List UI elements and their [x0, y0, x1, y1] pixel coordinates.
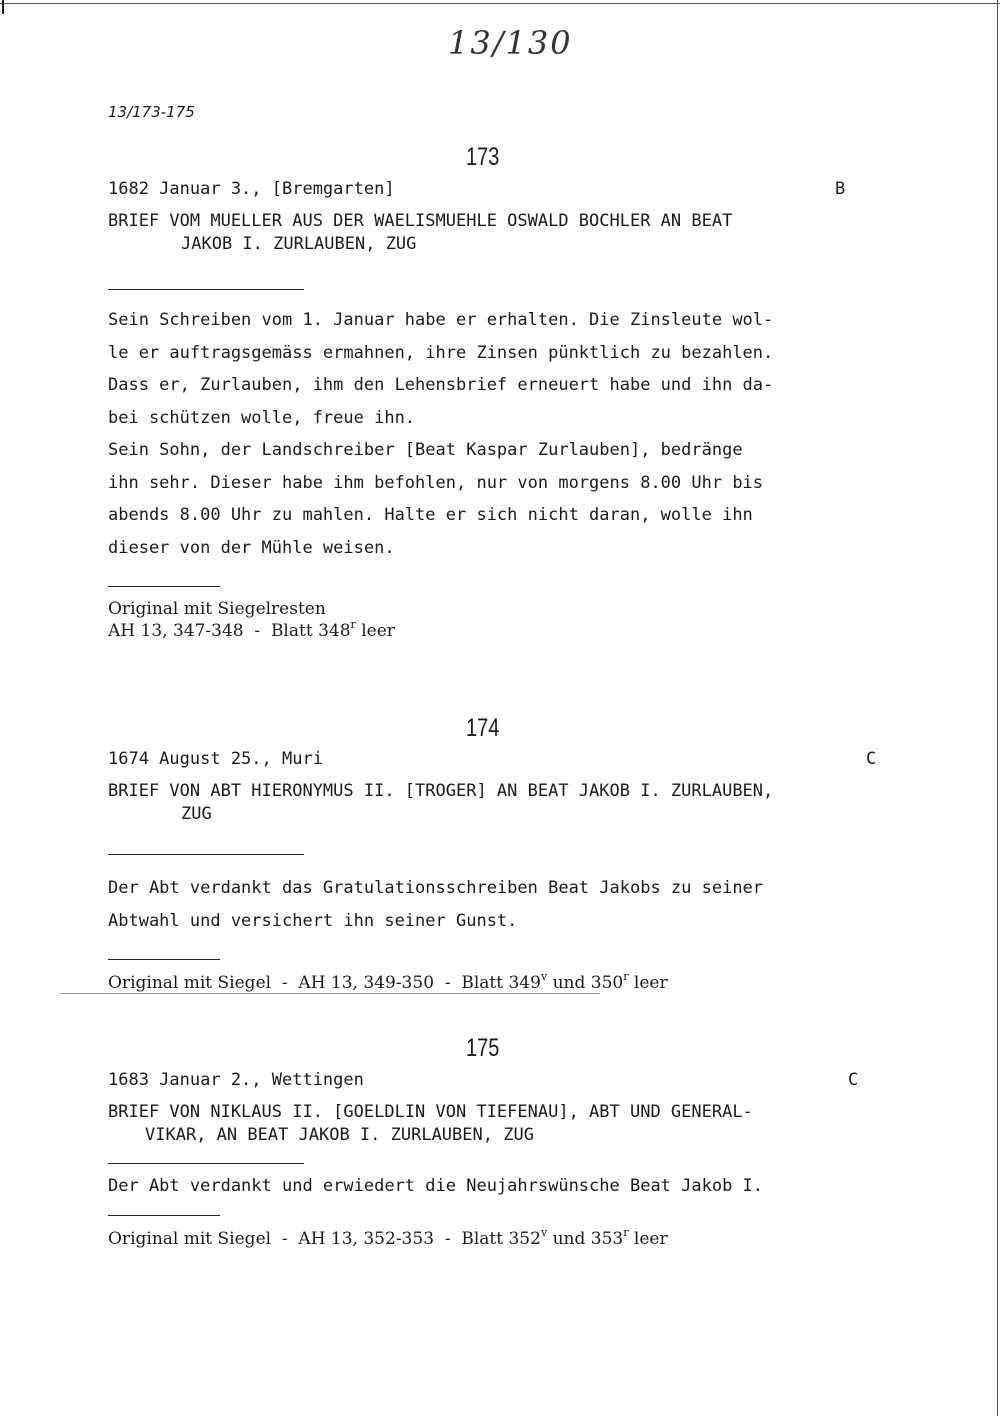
entry-number: 174	[466, 714, 500, 742]
entry-date: 1674 August 25., Muri	[108, 749, 323, 769]
entry-title-line-2: ZUG	[181, 804, 212, 824]
entry-title-line-1: BRIEF VON NIKLAUS II. [GOELDLIN VON TIEFENAU], ABT UND GENERAL-	[108, 1102, 753, 1122]
entry-title-line-1: BRIEF VOM MUELLER AUS DER WAELISMUEHLE OSWALD BOCHLER AN BEAT	[108, 211, 733, 231]
summary-line: dieser von der Mühle weisen.	[108, 537, 395, 558]
entry-title-line-1: BRIEF VON ABT HIERONYMUS II. [TROGER] AN BEAT JAKOB I. ZURLAUBEN,	[108, 781, 774, 801]
folio-side: r	[623, 970, 629, 983]
summary-line: Sein Sohn, der Landschreiber [Beat Kaspar Zurlauben], bedränge	[108, 440, 743, 460]
source-note	[108, 1228, 668, 1250]
divider	[108, 289, 304, 290]
summary-line: Der Abt verdankt und erwiedert die Neujahrswünsche Beat Jakob I.	[108, 1176, 764, 1196]
folio-side: r	[623, 1226, 629, 1239]
entry-date: 1682 Januar 3., [Bremgarten]	[108, 179, 395, 199]
page-reference: 13/173-175	[108, 103, 195, 121]
entry-number: 175	[466, 1034, 500, 1062]
summary-line: Abtwahl und versichert ihn seiner Gunst.	[108, 910, 518, 931]
entry-summary	[108, 304, 773, 564]
scan-corner-mark	[2, 0, 4, 14]
source-note	[108, 972, 668, 994]
source-note-text: leer	[355, 621, 395, 641]
scan-border-right	[997, 0, 998, 1416]
folio-side: v	[540, 1226, 548, 1239]
divider	[108, 586, 220, 587]
summary-line: le er auftragsgemäss ermahnen, ihre Zinsen pünktlich zu bezahlen.	[108, 342, 774, 363]
entry-category: C	[866, 749, 877, 769]
divider	[108, 959, 220, 960]
entry-summary	[108, 1170, 763, 1203]
divider	[108, 1163, 304, 1164]
entry-summary	[108, 872, 763, 937]
source-note-text: leer	[628, 973, 668, 993]
entry-title-line-2: JAKOB I. ZURLAUBEN, ZUG	[181, 234, 417, 254]
folio-side: r	[350, 618, 356, 631]
entry-number: 173	[466, 143, 500, 171]
divider	[108, 1215, 220, 1216]
summary-line: Der Abt verdankt das Gratulationsschreiben Beat Jakobs zu seiner	[108, 878, 764, 898]
source-note-text: und 350	[547, 973, 624, 993]
entry-category: B	[835, 179, 846, 199]
handwritten-archive-mark: 13/130	[448, 24, 573, 62]
entry-date: 1683 Januar 2., Wettingen	[108, 1070, 364, 1090]
source-note-text: leer	[628, 1229, 668, 1249]
summary-line: abends 8.00 Uhr zu mahlen. Halte er sich nicht daran, wolle ihn	[108, 505, 753, 525]
source-note-text: AH 13, 347-348 - Blatt 348	[108, 621, 351, 641]
source-note-line-1: Original mit Siegelresten	[108, 599, 326, 619]
source-note-text: Original mit Siegel - AH 13, 352-353 - Blatt 352	[108, 1229, 541, 1249]
summary-line: ihn sehr. Dieser habe ihm befohlen, nur von morgens 8.00 Uhr bis	[108, 472, 764, 493]
divider	[108, 854, 304, 855]
source-note-line-2	[108, 620, 395, 642]
folio-side: v	[540, 970, 548, 983]
entry-title-line-2: VIKAR, AN BEAT JAKOB I. ZURLAUBEN, ZUG	[145, 1125, 534, 1145]
entry-category: C	[848, 1070, 859, 1090]
source-note-text: Original mit Siegel - AH 13, 349-350 - Blatt 349	[108, 973, 541, 993]
summary-line: Dass er, Zurlauben, ihm den Lehensbrief erneuert habe und ihn da-	[108, 375, 774, 395]
summary-line: Sein Schreiben vom 1. Januar habe er erhalten. Die Zinsleute wol-	[108, 310, 774, 330]
summary-line: bei schützen wolle, freue ihn.	[108, 407, 416, 428]
scan-border-top	[0, 3, 1000, 4]
source-note-text: und 353	[547, 1229, 624, 1249]
